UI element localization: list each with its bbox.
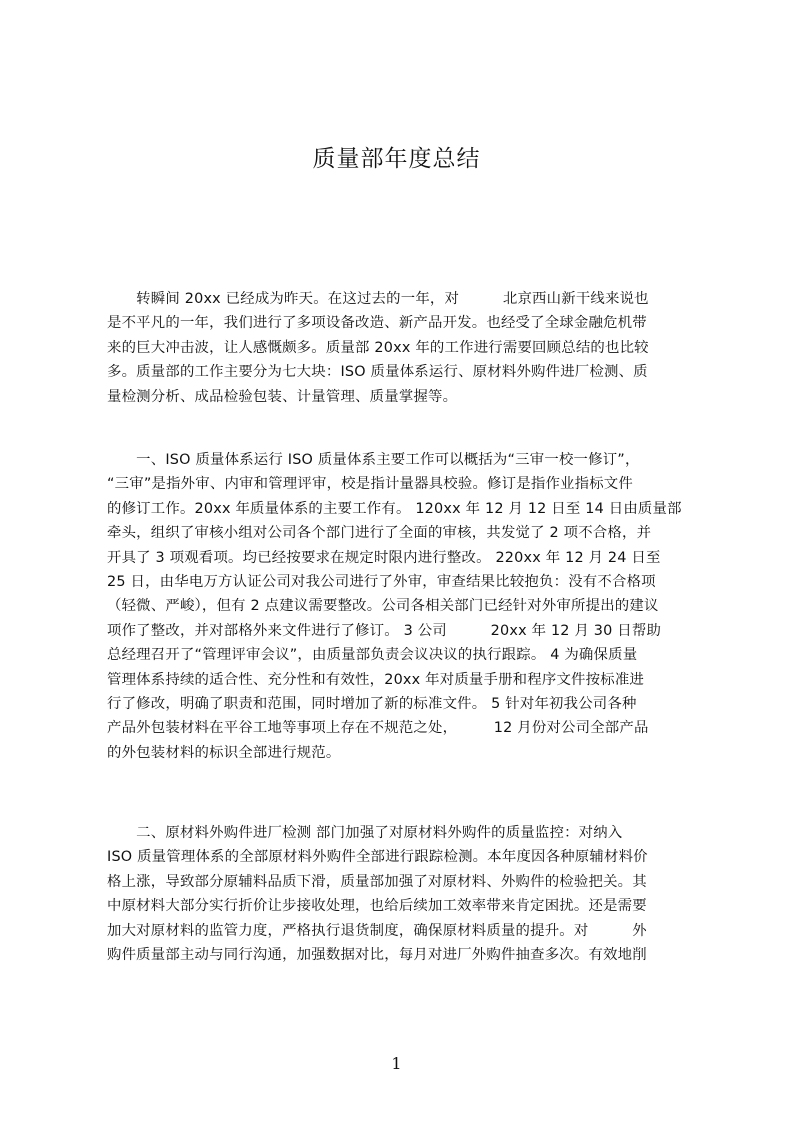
document-title: 质量部年度总结 [312,146,481,172]
text-line: “三审”是指外审、内审和管理评审，校是指计量器具校验。修订是指作业指标文件 [107,476,633,493]
text-line: 牵头，组织了审核小组对公司各个部门进行了全面的审核，共发觉了 2 项不合格，并 [107,525,652,542]
text-line: 来的巨大冲击波，让人感慨颇多。质量部 20xx 年的工作进行需要回顾总结的也比较 [107,339,649,356]
text-line: 25 日，由华电万方认证公司对我公司进行了外审，审查结果比较抱负：没有不合格项 [107,573,656,590]
text-line: 二、原材料外购件进厂检测 部门加强了对原材料外购件的质量监控：对纳入 [107,825,623,841]
text-line: 多。质量部的工作主要分为七大块：ISO 质量体系运行、原材料外购件进厂检测、质 [107,364,648,381]
text-line: 一、ISO 质量体系运行 ISO 质量体系主要工作可以概括为“三审一校一修订”， [107,452,640,468]
paragraph-iso-system [107,448,705,765]
text-line: 总经理召开了“管理评审会议”，由质量部负责会议决议的执行跟踪。 4 为确保质量 [107,647,638,664]
text-line: ISO 质量管理体系的全部原材料外购件全部进行跟踪检测。本年度因各种原辅材料价 [107,849,648,866]
paragraph-raw-materials [107,821,705,967]
text-line: 项作了整改，并对部格外来文件进行了修订。 3 公司 20xx 年 12 月 30 日帮助 [107,622,662,639]
text-line: 产品外包装材料在平谷工地等事项上存在不规范之处， 12 月份对公司全部产品 [107,720,649,737]
text-line: 购件质量部主动与同行沟通，加强数据对比，每月对进厂外购件抽查多次。有效地削 [107,946,647,963]
text-line: 转瞬间 20xx 已经成为昨天。在这过去的一年，对 北京西山新干线来说也 [107,291,649,307]
text-line: 加大对原材料的监管力度，严格执行退货制度，确保原材料质量的提升。对 外 [107,922,647,939]
text-line: 行了修改，明确了职责和范围，同时增加了新的标准文件。 5 针对年初我公司各种 [107,695,637,712]
text-line: 是不平凡的一年，我们进行了多项设备改造、新产品开发。也经受了全球金融危机带 [107,315,647,332]
paragraph-intro [107,287,705,409]
text-line: 的外包装材料的标识全部进行规范。 [107,744,341,761]
text-line: （轻微、严峻），但有 2 点建议需要整改。公司各相关部门已经针对外审所提出的建议 [107,598,659,615]
text-line: 中原材料大部分实行折价让步接收处理，也给后续加工效率带来肯定困扰。还是需要 [107,898,647,915]
text-line: 管理体系持续的适合性、充分性和有效性，20xx 年对质量手册和程序文件按标准进 [107,671,645,688]
page-number: 1 [391,1054,402,1073]
text-line: 量检测分析、成品检验包装、计量管理、质量掌握等。 [107,388,458,405]
text-line: 格上涨，导致部分原辅料品质下滑，质量部加强了对原材料、外购件的检验把关。其 [107,873,647,890]
text-line: 开具了 3 项观看项。均已经按要求在规定时限内进行整改。 220xx 年 12 月 24 日至 [107,549,661,566]
text-line: 的修订工作。20xx 年质量体系的主要工作有。 120xx 年 12 月 12 日至 14 日由质量部 [107,500,682,517]
